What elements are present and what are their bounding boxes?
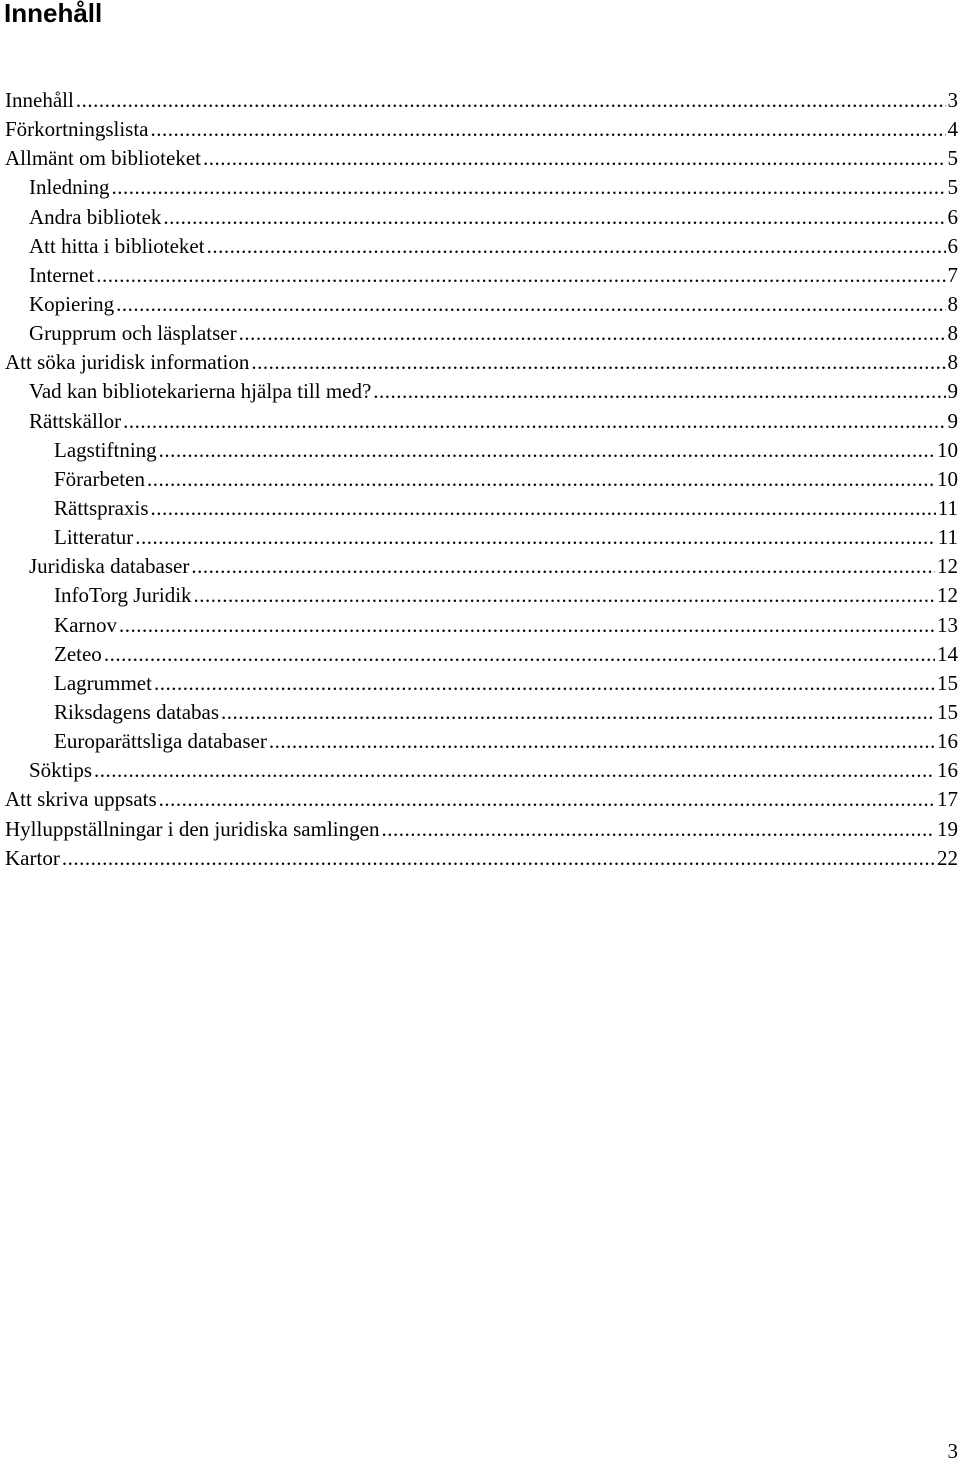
page-title: Innehåll	[4, 0, 103, 28]
toc-dot-leader	[119, 611, 935, 640]
toc-dot-leader	[194, 581, 935, 610]
toc-entry[interactable]	[0, 640, 960, 669]
table-of-contents	[0, 86, 960, 873]
toc-entry[interactable]	[0, 348, 960, 377]
toc-entry[interactable]	[0, 290, 960, 319]
toc-entry[interactable]	[0, 319, 960, 348]
toc-entry-page: 6	[947, 204, 958, 229]
toc-entry-page: 22	[937, 845, 958, 870]
toc-entry-page: 6	[947, 233, 958, 258]
toc-entry[interactable]	[0, 407, 960, 436]
toc-entry-title: Juridiska databaser	[29, 554, 190, 579]
toc-entry-page: 8	[947, 321, 958, 346]
toc-dot-leader	[111, 173, 945, 202]
toc-entry-page: 9	[947, 408, 958, 433]
toc-dot-leader	[151, 494, 936, 523]
toc-dot-leader	[163, 203, 945, 232]
toc-entry[interactable]	[0, 552, 960, 581]
toc-entry-title: Karnov	[54, 612, 117, 637]
toc-entry[interactable]	[0, 611, 960, 640]
toc-dot-leader	[116, 290, 945, 319]
toc-entry-title: Kopiering	[29, 291, 115, 316]
toc-entry-page: 12	[937, 583, 958, 608]
toc-entry-title: Vad kan bibliotekarierna hjälpa till med?	[29, 379, 372, 404]
toc-entry-page: 12	[937, 554, 958, 579]
toc-dot-leader	[135, 523, 935, 552]
toc-dot-leader	[76, 86, 946, 115]
toc-entry-title: Söktips	[29, 758, 93, 783]
toc-entry-title: Litteratur	[54, 525, 134, 550]
toc-entry-title: Lagrummet	[54, 670, 152, 695]
toc-entry-title: InfoTorg Juridik	[54, 583, 192, 608]
toc-entry-title: Att hitta i biblioteket	[29, 233, 205, 258]
toc-dot-leader	[123, 407, 945, 436]
toc-entry-page: 10	[937, 437, 958, 462]
toc-dot-leader	[221, 698, 935, 727]
toc-entry-page: 16	[937, 729, 958, 754]
toc-entry[interactable]	[0, 465, 960, 494]
toc-entry[interactable]	[0, 261, 960, 290]
toc-dot-leader	[94, 756, 935, 785]
toc-dot-leader	[251, 348, 945, 377]
toc-entry-page: 17	[937, 787, 958, 812]
toc-entry-title: Inledning	[29, 175, 110, 200]
toc-entry-title: Internet	[29, 262, 95, 287]
toc-entry[interactable]	[0, 494, 960, 523]
toc-dot-leader	[269, 727, 935, 756]
toc-entry[interactable]	[0, 144, 960, 173]
toc-entry[interactable]	[0, 203, 960, 232]
toc-entry-title: Europarättsliga databaser	[54, 729, 267, 754]
toc-dot-leader	[62, 844, 935, 873]
toc-entry-page: 8	[947, 350, 958, 375]
toc-entry[interactable]	[0, 377, 960, 406]
toc-entry[interactable]	[0, 523, 960, 552]
toc-entry-page: 19	[937, 816, 958, 841]
toc-entry[interactable]	[0, 86, 960, 115]
toc-entry[interactable]	[0, 844, 960, 873]
toc-entry-page: 8	[947, 291, 958, 316]
toc-dot-leader	[207, 232, 946, 261]
toc-entry-title: Kartor	[5, 845, 60, 870]
toc-entry-title: Riksdagens databas	[54, 699, 220, 724]
toc-dot-leader	[159, 436, 935, 465]
toc-entry-page: 5	[947, 146, 958, 171]
toc-entry-title: Lagstiftning	[54, 437, 157, 462]
toc-dot-leader	[104, 640, 935, 669]
toc-entry-title: Att söka juridisk information	[5, 350, 250, 375]
toc-entry-page: 9	[947, 379, 958, 404]
toc-dot-leader	[239, 319, 946, 348]
toc-entry-page: 10	[937, 466, 958, 491]
toc-entry[interactable]	[0, 115, 960, 144]
toc-entry[interactable]	[0, 436, 960, 465]
toc-entry[interactable]	[0, 581, 960, 610]
toc-entry-title: Andra bibliotek	[29, 204, 162, 229]
toc-entry[interactable]	[0, 785, 960, 814]
page-number: 3	[947, 1439, 958, 1463]
toc-entry-page: 3	[947, 88, 958, 112]
toc-entry-page: 11	[937, 495, 958, 520]
toc-entry-page: 15	[937, 699, 958, 724]
toc-dot-leader	[381, 815, 935, 844]
toc-entry-title: Innehåll	[5, 88, 74, 112]
toc-entry[interactable]	[0, 815, 960, 844]
toc-entry-title: Förarbeten	[54, 466, 145, 491]
toc-entry-title: Allmänt om biblioteket	[5, 146, 201, 171]
toc-entry-page: 7	[947, 262, 958, 287]
toc-dot-leader	[373, 377, 945, 406]
toc-entry[interactable]	[0, 232, 960, 261]
toc-dot-leader	[203, 144, 946, 173]
toc-entry-title: Att skriva uppsats	[5, 787, 157, 812]
toc-entry-title: Rättskällor	[29, 408, 122, 433]
toc-entry[interactable]	[0, 727, 960, 756]
toc-dot-leader	[147, 465, 935, 494]
toc-entry[interactable]	[0, 669, 960, 698]
toc-dot-leader	[96, 261, 945, 290]
toc-dot-leader	[151, 115, 946, 144]
toc-entry-title: Hylluppställningar i den juridiska samlingen	[5, 816, 380, 841]
toc-entry[interactable]	[0, 756, 960, 785]
toc-entry-page: 15	[937, 670, 958, 695]
toc-entry-page: 14	[937, 641, 958, 666]
toc-dot-leader	[154, 669, 935, 698]
toc-entry-page: 4	[947, 117, 958, 142]
toc-dot-leader	[159, 785, 935, 814]
toc-entry-title: Rättspraxis	[54, 495, 149, 520]
toc-entry[interactable]	[0, 698, 960, 727]
toc-entry-page: 16	[937, 758, 958, 783]
toc-entry-page: 11	[937, 525, 958, 550]
toc-entry-title: Zeteo	[54, 641, 102, 666]
toc-entry[interactable]	[0, 173, 960, 202]
toc-entry-page: 13	[937, 612, 958, 637]
toc-entry-title: Grupprum och läsplatser	[29, 321, 237, 346]
toc-entry-page: 5	[947, 175, 958, 200]
toc-entry-title: Förkortningslista	[5, 117, 149, 142]
toc-dot-leader	[191, 552, 935, 581]
